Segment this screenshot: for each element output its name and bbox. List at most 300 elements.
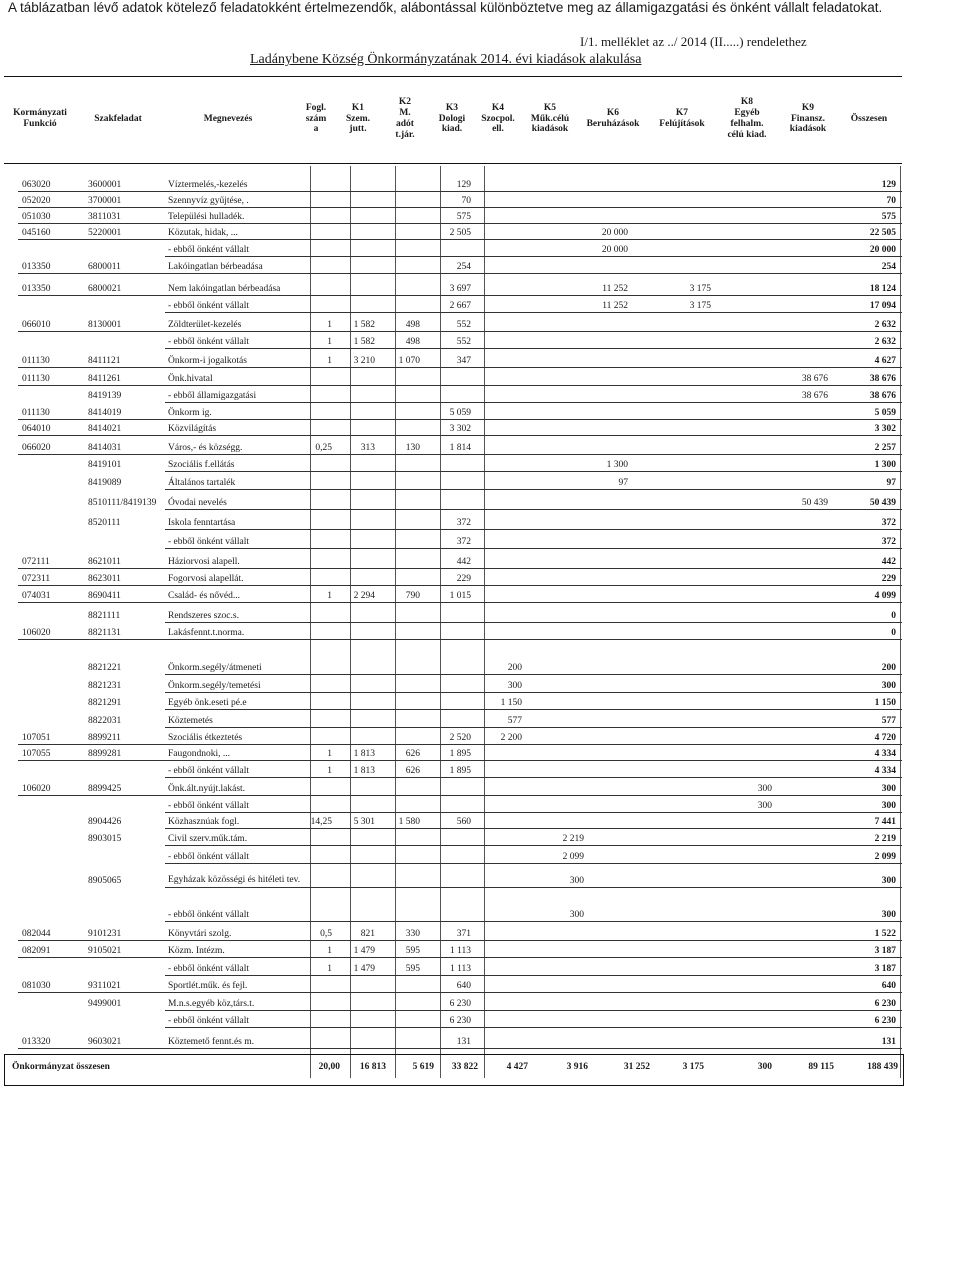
column-header: [296, 84, 336, 154]
column-header-line: ell.: [492, 124, 504, 135]
cell-f: 051030: [22, 212, 51, 222]
column-header-line: szám: [305, 113, 327, 124]
cell-t: 254: [881, 262, 896, 272]
cell-m: Zöldterület-kezelés: [168, 320, 242, 330]
total-cell-k3: 33 822: [451, 1062, 478, 1072]
cell-fo: 1: [327, 337, 332, 347]
cell-s: 6800011: [88, 262, 121, 272]
column-header: [430, 84, 474, 154]
cell-f: 107051: [22, 733, 51, 743]
cell-m: Faugondnoki, ...: [168, 749, 231, 759]
column-header-line: a: [313, 124, 319, 135]
cell-k2: 790: [405, 591, 420, 601]
cell-k3: 552: [456, 337, 471, 347]
column-header-line: K2: [398, 97, 412, 108]
table-subrow: [0, 848, 960, 864]
cell-t: 229: [881, 574, 896, 584]
cell-k3: 371: [456, 929, 471, 939]
cell-k1: 1 479: [353, 964, 375, 974]
cell-s: 8904426: [88, 817, 122, 827]
cell-k1: 1 813: [353, 749, 375, 759]
cell-m: Óvodai nevelés: [168, 498, 227, 508]
cell-m: Önkorm-i jogalkotás: [168, 356, 247, 366]
cell-k3: 70: [461, 196, 471, 206]
annex-reference: I/1. melléklet az ../ 2014 (II.....) rendelethez: [580, 34, 807, 49]
cell-t: 300: [881, 681, 896, 691]
total-cell-k6: 31 252: [623, 1062, 650, 1072]
cell-m: - ebből önként vállalt: [168, 537, 249, 547]
cell-k3: 2 667: [449, 301, 471, 311]
table-row: [0, 370, 960, 386]
column-header-line: K6: [606, 108, 620, 119]
table-row: [0, 872, 960, 888]
column-header-line: Műk.célú: [530, 113, 570, 124]
cell-s: 8130001: [88, 320, 122, 330]
cell-t: 300: [881, 910, 896, 920]
cell-k2: 595: [405, 946, 420, 956]
total-cell-k8: 300: [757, 1062, 772, 1072]
column-header-line: felhalm.: [730, 119, 764, 129]
cell-s: 8623011: [88, 574, 121, 584]
cell-m: - ebből önként vállalt: [168, 1016, 249, 1026]
column-header-line: K3: [445, 102, 459, 113]
cell-f: 013320: [22, 1037, 51, 1047]
column-header-line: K9: [801, 102, 815, 113]
cell-s: 8419101: [88, 460, 122, 470]
cell-s: 8419139: [88, 391, 122, 401]
cell-m: Közvilágítás: [168, 424, 217, 434]
cell-k4: 2 200: [500, 733, 522, 743]
column-header: [160, 84, 296, 154]
cell-s: 8419089: [88, 478, 122, 488]
column-header: [648, 84, 716, 154]
cell-m: Sportlét.műk. és fejl.: [168, 981, 248, 991]
cell-s: 8899211: [88, 733, 121, 743]
row-rule: [18, 385, 902, 386]
row-rule: [18, 295, 902, 296]
column-header-line: K4: [491, 102, 505, 113]
column-header-line: K1: [351, 102, 365, 113]
table-row: [0, 830, 960, 846]
row-rule: [165, 777, 902, 778]
cell-t: 300: [881, 876, 896, 886]
cell-t: 18 124: [869, 284, 896, 294]
column-header: [380, 84, 430, 154]
cell-s: 3700001: [88, 196, 122, 206]
table-row: [0, 176, 960, 192]
cell-k1: 1 582: [353, 337, 375, 347]
table-row: [0, 570, 960, 586]
cell-t: 0: [891, 611, 896, 621]
table-row: [0, 925, 960, 941]
cell-s: 8821131: [88, 628, 121, 638]
cell-s: 9105021: [88, 946, 122, 956]
cell-m: Általános tartalék: [168, 478, 236, 488]
table-row: [0, 607, 960, 623]
cell-k3: 1 113: [449, 946, 471, 956]
table-row: [0, 659, 960, 675]
cell-k4: 1 150: [500, 698, 522, 708]
cell-k3: 131: [456, 1037, 471, 1047]
cell-m: Nem lakóingatlan bérbeadása: [168, 284, 281, 294]
cell-k2: 626: [405, 749, 420, 759]
row-rule: [165, 348, 902, 349]
cell-f: 066010: [22, 320, 51, 330]
row-rule: [165, 622, 902, 623]
cell-t: 2 632: [874, 337, 896, 347]
cell-t: 0: [891, 628, 896, 638]
total-label: Önkormányzat összesen: [12, 1062, 110, 1072]
cell-f: 064010: [22, 424, 51, 434]
cell-k3: 552: [456, 320, 471, 330]
row-rule: [18, 602, 902, 603]
cell-m: Egyéb önk.eseti pé.e: [168, 698, 247, 708]
cell-m: - ebből államigazgatási: [168, 391, 257, 401]
cell-m: Köztemetés: [168, 716, 213, 726]
table-row: [0, 258, 960, 274]
cell-f: 074031: [22, 591, 51, 601]
row-rule: [165, 674, 902, 675]
cell-k6: 20 000: [601, 245, 628, 255]
cell-f: 081030: [22, 981, 51, 991]
cell-f: 011130: [22, 356, 50, 366]
cell-k3: 347: [456, 356, 471, 366]
row-rule: [165, 727, 902, 728]
cell-fo: 1: [327, 946, 332, 956]
table-row: [0, 280, 960, 296]
cell-s: 8905065: [88, 876, 122, 886]
cell-s: 3811031: [88, 212, 121, 222]
cell-t: 17 094: [869, 301, 896, 311]
row-rule: [165, 509, 902, 510]
cell-m: Civil szerv.műk.tám.: [168, 834, 248, 844]
table-subrow: [0, 762, 960, 778]
cell-k3: 2 505: [449, 228, 471, 238]
row-rule: [165, 1010, 902, 1011]
column-header: [4, 84, 76, 154]
cell-k4: 200: [507, 663, 522, 673]
cell-t: 300: [881, 784, 896, 794]
column-header-line: Szem.: [345, 113, 370, 124]
cell-t: 4 627: [874, 356, 896, 366]
cell-m: Szociális f.ellátás: [168, 460, 235, 470]
cell-m: Lakóingatlan bérbeadása: [168, 262, 263, 272]
cell-s: 8414019: [88, 408, 122, 418]
cell-m: Önk.hivatal: [168, 374, 213, 384]
table-row: [0, 942, 960, 958]
table-row: [0, 208, 960, 224]
total-cell-k9: 89 115: [808, 1062, 834, 1072]
row-rule: [18, 639, 902, 640]
cell-k1: 3 210: [353, 356, 375, 366]
cell-k9: 50 439: [801, 498, 828, 508]
cell-m: Fogorvosi alapellát.: [168, 574, 244, 584]
column-header-line: Funkció: [23, 119, 57, 129]
table-subrow: [0, 533, 960, 549]
row-rule: [165, 692, 902, 693]
cell-k5: 2 099: [562, 852, 584, 862]
cell-t: 2 219: [874, 834, 896, 844]
cell-t: 1 150: [874, 698, 896, 708]
total-cell-k7: 3 175: [682, 1062, 704, 1072]
table-row: [0, 553, 960, 569]
column-header-line: Egyéb: [734, 108, 760, 119]
table-row: [0, 587, 960, 603]
cell-m: Család- és nővéd...: [168, 591, 241, 601]
row-rule: [165, 312, 902, 313]
column-header-line: K7: [675, 108, 689, 119]
column-header: [578, 84, 648, 154]
cell-k3: 1 895: [449, 766, 471, 776]
cell-k5: 300: [569, 910, 584, 920]
cell-t: 372: [881, 537, 896, 547]
cell-s: 8621011: [88, 557, 121, 567]
cell-s: 3600001: [88, 180, 122, 190]
column-header-line: Megnevezés: [203, 113, 253, 124]
cell-fo: 0,25: [315, 443, 332, 453]
cell-t: 4 720: [874, 733, 896, 743]
cell-k6: 11 252: [602, 301, 628, 311]
column-header: [474, 84, 522, 154]
cell-m: Közutak, hidak, ...: [168, 228, 238, 238]
column-header-line: kiadások: [531, 124, 569, 135]
total-cell-k4: 4 427: [506, 1062, 528, 1072]
table-row: [0, 694, 960, 710]
column-header-line: M.: [399, 108, 411, 119]
cell-s: 8690411: [88, 591, 121, 601]
cell-m: Rendszeres szoc.s.: [168, 611, 239, 621]
cell-t: 97: [886, 478, 896, 488]
column-header-line: K5: [543, 102, 557, 113]
cell-m: Önk.ált.nyújt.lakást.: [168, 784, 246, 794]
row-rule: [18, 568, 902, 569]
column-header-line: Felújítások: [659, 119, 705, 129]
table-row: [0, 316, 960, 332]
cell-m: Önkorm ig.: [168, 408, 212, 418]
table-row: [0, 352, 960, 368]
column-header-line: Dologi: [438, 113, 466, 124]
cell-t: 300: [881, 801, 896, 811]
cell-k3: 1 814: [449, 443, 471, 453]
table-row: [0, 439, 960, 455]
table-row: [0, 192, 960, 208]
row-rule: [18, 585, 902, 586]
cell-t: 2 257: [874, 443, 896, 453]
cell-m: Szennyvíz gyűjtése, .: [168, 196, 249, 206]
row-rule: [18, 795, 902, 796]
cell-m: Önkorm.segély/temetési: [168, 681, 261, 691]
table-subrow: [0, 333, 960, 349]
column-header: [336, 84, 380, 154]
cell-k5: 2 219: [562, 834, 584, 844]
column-header-line: kiad.: [441, 124, 463, 135]
total-cell-k1: 16 813: [359, 1062, 386, 1072]
cell-k6: 20 000: [601, 228, 628, 238]
cell-fo: 14,25: [310, 817, 332, 827]
table-row: [0, 224, 960, 240]
cell-s: 8822031: [88, 716, 122, 726]
cell-k3: 5 059: [449, 408, 471, 418]
cell-k3: 3 697: [449, 284, 471, 294]
cell-k2: 498: [405, 337, 420, 347]
cell-s: 8821231: [88, 681, 122, 691]
cell-m: - ebből önként vállalt: [168, 964, 249, 974]
cell-k7: 3 175: [689, 301, 711, 311]
cell-t: 7 441: [874, 817, 896, 827]
cell-k1: 2 294: [353, 591, 375, 601]
table-subrow: [0, 906, 960, 922]
column-header: [76, 84, 160, 154]
cell-fo: 1: [327, 320, 332, 330]
cell-k3: 442: [456, 557, 471, 567]
cell-k3: 3 302: [449, 424, 471, 434]
table-row: [0, 729, 960, 745]
cell-f: 082044: [22, 929, 51, 939]
cell-t: 442: [881, 557, 896, 567]
row-rule: [165, 256, 902, 257]
cell-s: 8414031: [88, 443, 122, 453]
table-row: [0, 745, 960, 761]
row-rule: [18, 957, 902, 958]
cell-f: 063020: [22, 180, 51, 190]
cell-f: 072311: [22, 574, 51, 584]
cell-k3: 229: [456, 574, 471, 584]
cell-k1: 313: [360, 443, 375, 453]
cell-t: 38 676: [869, 374, 896, 384]
cell-k8: 300: [757, 801, 772, 811]
cell-s: 9101231: [88, 929, 122, 939]
column-header-line: adót: [396, 119, 414, 129]
cell-t: 4 334: [874, 749, 896, 759]
cell-k2: 130: [405, 443, 420, 453]
cell-t: 3 187: [874, 964, 896, 974]
cell-t: 577: [881, 716, 896, 726]
cell-k3: 129: [456, 180, 471, 190]
table-row: [0, 474, 960, 490]
table-row: [0, 977, 960, 993]
cell-k2: 595: [405, 964, 420, 974]
cell-s: 8903015: [88, 834, 122, 844]
table-subrow: [0, 241, 960, 257]
cell-k9: 38 676: [801, 374, 828, 384]
cell-t: 200: [881, 663, 896, 673]
cell-m: Önkorm.segély/átmeneti: [168, 663, 262, 673]
cell-k3: 1 895: [449, 749, 471, 759]
cell-f: 082091: [22, 946, 51, 956]
row-rule: [165, 1027, 902, 1028]
column-header-line: Kormányzati: [13, 108, 67, 119]
cell-m: Víztermelés,-kezelés: [168, 180, 248, 190]
table-row: [0, 1033, 960, 1049]
cell-s: 8821221: [88, 663, 122, 673]
column-header-line: célú kiad.: [727, 129, 767, 140]
cell-k5: 300: [569, 876, 584, 886]
cell-t: 2 099: [874, 852, 896, 862]
row-rule: [165, 887, 902, 888]
cell-s: 8411261: [88, 374, 121, 384]
cell-t: 3 302: [874, 424, 896, 434]
row-rule: [18, 940, 902, 941]
row-rule: [18, 273, 902, 274]
cell-k6: 97: [618, 478, 628, 488]
table-row: [0, 420, 960, 436]
cell-k7: 3 175: [689, 284, 711, 294]
column-header: [522, 84, 578, 154]
cell-m: Könyvtári szolg.: [168, 929, 232, 939]
cell-f: 106020: [22, 628, 51, 638]
cell-k3: 6 230: [449, 1016, 471, 1026]
cell-s: 8899281: [88, 749, 122, 759]
cell-f: 052020: [22, 196, 51, 206]
column-header-line: jutt.: [349, 124, 367, 135]
table-subrow: [0, 1012, 960, 1028]
cell-m: Települési hulladék.: [168, 212, 245, 222]
cell-k3: 575: [456, 212, 471, 222]
cell-t: 2 632: [874, 320, 896, 330]
row-rule: [18, 454, 902, 455]
row-rule: [165, 845, 902, 846]
table-subrow: [0, 297, 960, 313]
cell-m: Egyházak közösségi és hitéleti tev.: [168, 874, 301, 885]
cell-t: 131: [881, 1037, 896, 1047]
cell-k3: 2 520: [449, 733, 471, 743]
cell-k3: 1 015: [449, 591, 471, 601]
row-rule: [165, 471, 902, 472]
cell-k2: 626: [405, 766, 420, 776]
cell-k4: 300: [507, 681, 522, 691]
cell-f: 045160: [22, 228, 51, 238]
cell-t: 4 334: [874, 766, 896, 776]
row-rule: [165, 489, 902, 490]
cell-m: Szociális étkeztetés: [168, 733, 243, 743]
column-header-line: Beruházások: [586, 119, 640, 129]
cell-f: 013350: [22, 284, 51, 294]
table-row: [0, 813, 960, 829]
cell-k1: 821: [360, 929, 375, 939]
row-rule: [18, 331, 902, 332]
cell-m: Háziorvosi alapell.: [168, 557, 240, 567]
cell-k3: 254: [456, 262, 471, 272]
cell-k8: 300: [757, 784, 772, 794]
cell-k2: 1 580: [398, 817, 420, 827]
cell-s: 8414021: [88, 424, 122, 434]
cell-m: Lakásfennt.t.norma.: [168, 628, 245, 638]
cell-s: 5220001: [88, 228, 122, 238]
column-header-line: Összesen: [850, 113, 888, 124]
cell-t: 38 676: [869, 391, 896, 401]
column-header-line: Szocpol.: [481, 113, 515, 124]
row-rule: [18, 239, 902, 240]
cell-k9: 38 676: [801, 391, 828, 401]
cell-s: 8411121: [88, 356, 121, 366]
cell-t: 6 230: [874, 999, 896, 1009]
cell-t: 20 000: [869, 245, 896, 255]
cell-t: 6 230: [874, 1016, 896, 1026]
cell-m: Iskola fenntartása: [168, 518, 236, 528]
row-rule: [165, 402, 902, 403]
cell-m: Város,- és községg.: [168, 443, 243, 453]
table-subrow: [0, 797, 960, 813]
cell-f: 106020: [22, 784, 51, 794]
cell-t: 22 505: [869, 228, 896, 238]
cell-s: 8821291: [88, 698, 122, 708]
cell-s: 8510111/8419139: [88, 498, 157, 508]
cell-k4: 577: [507, 716, 522, 726]
cell-t: 4 099: [874, 591, 896, 601]
cell-k1: 5 301: [353, 817, 375, 827]
cell-m: - ebből önként vállalt: [168, 245, 249, 255]
cell-f: 011130: [22, 408, 50, 418]
